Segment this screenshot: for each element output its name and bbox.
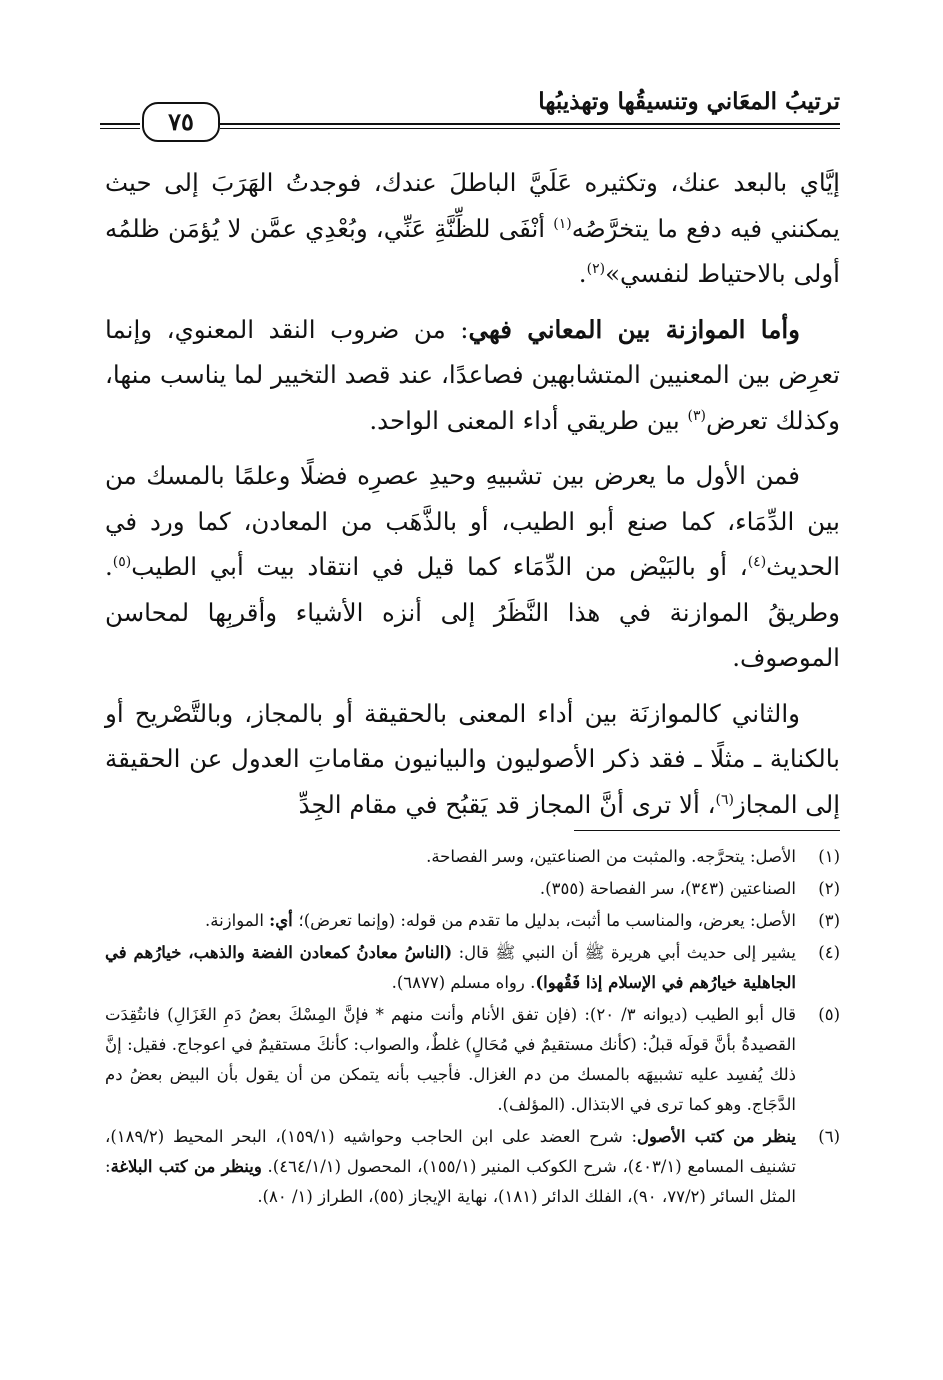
- footnote-text: قال أبو الطيب (ديوانه ٣/ ٢٠): (فإن تفق الأنام وأنت منهم * فإنَّ المِسْكَ بعضُ دَمِ الغَزَالِ) فانتُقِدَت القصيدةُ بأنَّ قولَه قبلُ: (كأنك مستقيمٌ في مُحَالٍ) غلطٌ، والصواب: كأنكَ مستقيمٌ في اعوجاج. فقيل: إنَّ ذلك يُفسِد عليه تشبيهَه بالمسك من دم الغزال. فأجيب بأنه يتمكن من أن يقول بأن البيض بعضُ دم الدَّجَاج. وهو كما ترى في الابتذال. (المؤلف).: [105, 1005, 796, 1114]
- footnote-ref-5: (٥): [112, 553, 132, 570]
- hadith-quote: (الناسُ معادنُ كمعادن الفضة والذهب، خيارُهم في الجاهلية خيارُهم في الإسلام إذا فَقُهوا): [105, 943, 796, 992]
- footnote-number: (٢): [818, 879, 840, 898]
- footnote-text: الصناعتين (٣٤٣)، سر الفصاحة (٣٥٥).: [539, 879, 796, 898]
- paragraph-4: والثاني كالموازنَة بين أداء المعنى بالحقيقة أو بالمجاز، وبالتَّصْريح أو بالكناية ـ مثلًا ـ فقد ذكر الأصوليون والبيانيون مقاماتِ العدول عن الحقيقة إلى المجاز$^{(٦)}$، ألا ترى أنَّ المجاز قد يَقبُح في مقام الجِدِّ: [105, 698, 840, 819]
- page-number: ٧٥: [142, 102, 220, 142]
- footnote-separator: [574, 830, 840, 831]
- footnote-number: (٦): [818, 1127, 840, 1146]
- footnote-text: : شرح العضد على ابن الحاجب وحواشيه (١٥٩/١)، البحر المحيط (١٨٩/٢)، تشنيف المسامع (٤٠٣/١)، شرح الكوكب المنير (١٥٥/١)، المحصول (٤٦٤/١/١).: [105, 1127, 797, 1176]
- footnote-ref-4: (٤): [747, 553, 767, 570]
- footnotes: [105, 842, 840, 1214]
- footnote-ref-6: (٦): [715, 791, 734, 808]
- footnote-ref-2: (٢): [586, 260, 606, 277]
- footnote-3: (٣) الأصل: يعرض، والمناسب ما أثبت، بدليل ما تقدم من قوله: (وإنما تعرض)؛ أي: الموازنة.: [105, 906, 840, 936]
- footnote-text: الأصل: يعرض، والمناسب ما أثبت، بدليل ما تقدم من قوله: (وإنما تعرض)؛: [298, 911, 796, 930]
- paragraph-3: فمن الأول ما يعرض بين تشبيهِ وحيدِ عصرِه فضلًا وعلمًا بالمسك من بين الدِّمَاء، كما صنع أبو الطيب، أو بالذَّهَب من المعادن، كما ورد في الحديث$^{(٤)}$، أو بالبَيْض من الدِّمَاء كما قيل في انتقاد بيت أبي الطيب$^{(٥)}$. وطريقُ الموازنة في هذا النَّظَرُ إلى أنزه الأشياء وأقربِها لمحاسن الموصوف.: [105, 461, 841, 672]
- page-header: [100, 80, 840, 140]
- footnote-text: يشير إلى حديث أبي هريرة ﷺ أن النبي ﷺ قال:: [452, 943, 796, 962]
- footnote-number: (٣): [818, 911, 840, 930]
- header-rule: [220, 123, 840, 129]
- footnote-ref-3: (٣): [687, 407, 706, 424]
- footnote-4: (٤) يشير إلى حديث أبي هريرة ﷺ أن النبي ﷺ قال: (الناسُ معادنُ كمعادن الفضة والذهب، خيارُهم في الجاهلية خيارُهم في الإسلام إذا فَقُهوا). رواه مسلم (٦٨٧٧).: [105, 938, 840, 998]
- footnote-2: [105, 874, 840, 904]
- footnote-6: (٦) ينظر من كتب الأصول: شرح العضد على ابن الحاجب وحواشيه (١٥٩/١)، البحر المحيط (١٨٩/٢)، تشنيف المسامع (٤٠٣/١)، شرح الكوكب المنير (١٥٥/١)، المحصول (٤٦٤/١/١). وينظر من كتب البلاغة: المثل السائر (٧٧/٢، ٩٠)، الفلك الدائر (١٨١)، نهاية الإيجاز (٥٥)، الطراز (١/ ٨٠).: [105, 1122, 840, 1212]
- paragraph-2: وأما الموازنة بين المعاني فهي: من ضروب النقد المعنوي، وإنما تعرِض بين المعنيين المتشابهين فصاعدًا، عند قصد التخيير لما يناسب منها، وكذلك تعرض$^{(٣)}$ بين طريقي أداء المعنى الواحد.: [105, 314, 840, 435]
- footnote-number: (١): [818, 847, 840, 866]
- footnote-text: الأصل: يتحرَّجه. والمثبت من الصناعتين، وسر الفصاحة.: [426, 847, 796, 866]
- footnote-5: [105, 1000, 840, 1120]
- paragraph-2-lead: وأما الموازنة بين المعاني فهي: [468, 314, 800, 344]
- footnote-ref-1: (١): [553, 215, 572, 232]
- running-title: ترتيبُ المعَاني وتنسيقُها وتهذيبُها: [538, 88, 840, 115]
- paragraph-1: إيَّاي بالبعد عنك، وتكثيره عَلَيَّ الباطلَ عندك، فوجدتُ الهَرَبَ إلى حيث يمكنني فيه دفع ما يتخرَّصُه$^{(١)}$ أنْفَى للظِّنَّةِ عَنِّي، وبُعْدِي عمَّن لا يُؤمَن ظلمُه أولى بالاحتياط لنفسي»$^{(٢)}$.: [105, 168, 840, 288]
- footnote-number: (٤): [818, 943, 840, 962]
- header-rule-left: [100, 123, 140, 129]
- footnote-1: [105, 842, 840, 872]
- footnote-number: (٥): [818, 1005, 840, 1024]
- main-text: [105, 160, 840, 837]
